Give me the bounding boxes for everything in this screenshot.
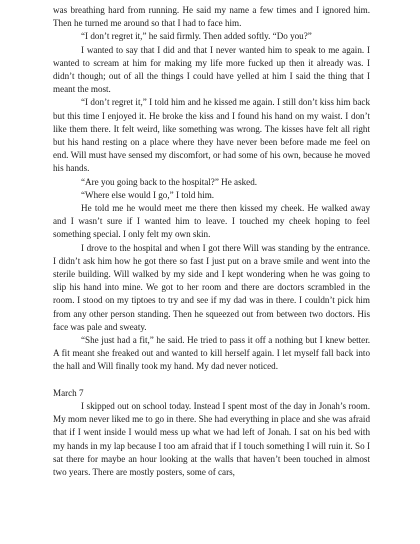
paragraph: He told me he would meet me there then kissed my cheek. He walked away and I wasn’t sure if I wanted him to leave. I touched my cheek hoping to feel something special. I only felt my own skin. bbox=[53, 203, 370, 240]
paragraph: “I don’t regret it,” I told him and he kissed me again. I still don’t kiss him back but this time I enjoyed it. He broke the kiss and I found his hand on my waist. I don’t like them there. It felt weird, like something was wrong. The kisses have felt all right but his hand resting on a place where they have never been before made me feel on end. Will must have sensed my discomfort, or had some of his own, because he moved his hands. bbox=[53, 97, 370, 174]
paragraph: “Where else would I go,” I told him. bbox=[81, 189, 215, 200]
paragraph: I skipped out on school today. Instead I spent most of the day in Jonah’s room. My mom never liked me to go in there. She had everything in place and she was afraid that if I went inside I would mess up what we had left of Jonah. I sat on his bed with my hands in my lap because I too am afraid that if I touch something I will ruin it. So I sat there for maybe an hour looking at the walls that haven’t been touched in almost two years. There are mostly posters, some of cars, bbox=[53, 401, 370, 478]
paragraph: “She just had a fit,” he said. He tried to pass it off a nothing but I knew better. A fit meant she freaked out and wanted to kill herself again. I let myself fall back into the hall and Will finally took my hand. My dad never noticed. bbox=[53, 335, 370, 372]
paragraph: was breathing hard from running. He said my name a few times and I ignored him. Then he turned me around so that I had to face him. bbox=[53, 5, 370, 29]
date-heading: March 7 bbox=[53, 387, 84, 398]
paragraph: “I don’t regret it,” he said firmly. Then added softly. “Do you?” bbox=[81, 31, 312, 42]
document-body bbox=[53, 4, 370, 479]
section-gap bbox=[53, 374, 370, 387]
paragraph: I drove to the hospital and when I got there Will was standing by the entrance. I didn’t ask him how he got there so fast I just put on a brave smile and went into the sterile building. Will walked by my side and I kept wondering when he was going to slip his hand into mine. We got to her room and there are doctors scrambled in the room. I stood on my tiptoes to try and see if my dad was in there. I couldn’t pick him from any other person standing. Then he squeezed out from between two doctors. His face was pale and sweaty. bbox=[53, 242, 370, 332]
paragraph: I wanted to say that I did and that I never wanted him to speak to me again. I wanted to scream at him for making my life more fucked up then it already was. I didn’t though; out of all the things I could have yelled at him I said the thing that I meant the most. bbox=[53, 44, 370, 95]
paragraph: “Are you going back to the hospital?” He asked. bbox=[81, 176, 258, 187]
